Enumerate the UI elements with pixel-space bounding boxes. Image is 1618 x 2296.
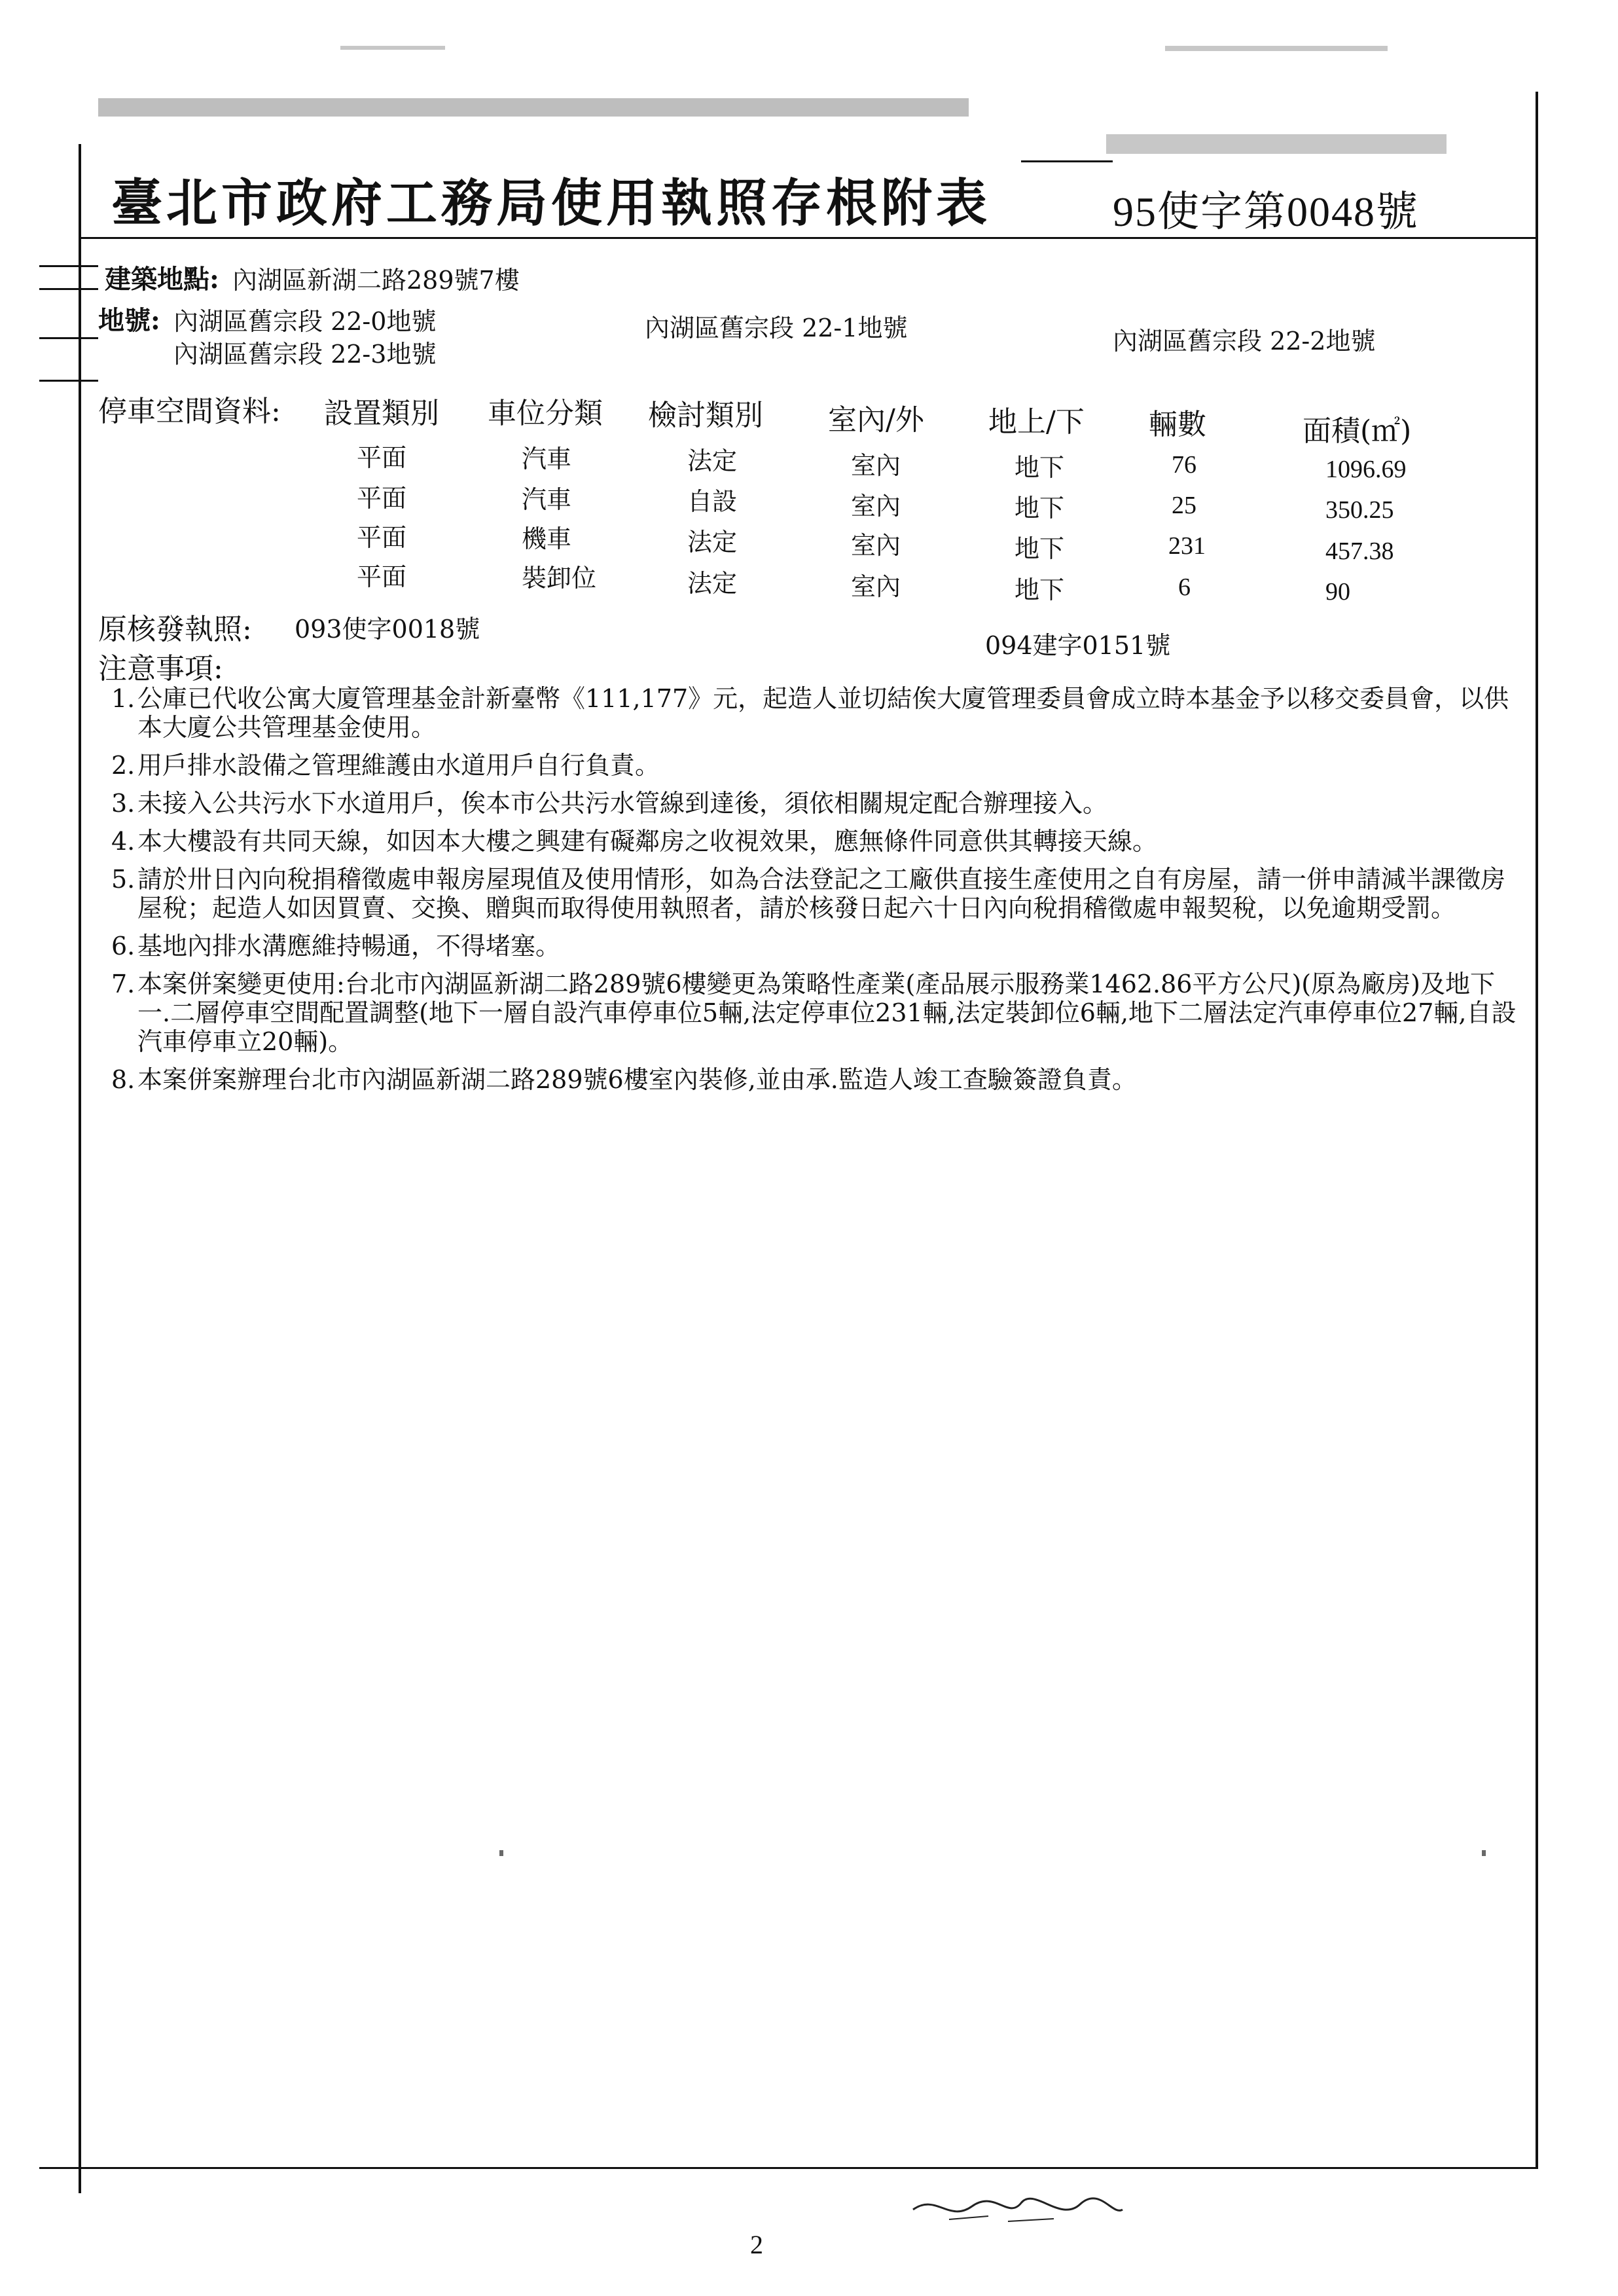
scan-noise-top [98, 98, 969, 117]
parking-row-3-indoor: 室內 [851, 531, 901, 560]
parking-header-indoor: 室內/外 [828, 403, 924, 437]
note-text: 請於卅日內向稅捐稽徵處申報房屋現值及使用情形，如為合法登記之工廠供直接生產使用之自有房屋，請一併申請減半課徵房屋稅；起造人如因買賣、交換、贈與而取得使用執照者，請於核發日起六十日內向稅捐稽徵處申報契稅，以免逾期受罰。 [137, 865, 1506, 922]
note-item-6 [111, 932, 1519, 960]
parking-row-4-level: 地下 [1015, 575, 1065, 604]
parking-header-setup: 設置類別 [324, 397, 439, 430]
note-number: 5. [111, 865, 135, 894]
parking-header-space: 車位分類 [488, 397, 603, 430]
notes-label: 注意事項: [98, 652, 223, 685]
parking-row-2-indoor: 室內 [851, 492, 901, 520]
note-number: 6. [111, 932, 135, 960]
margin-mark-1 [39, 265, 98, 267]
note-item-5 [111, 865, 1519, 922]
parking-row-3-level: 地下 [1015, 534, 1065, 563]
margin-mark-3 [39, 337, 98, 339]
building-permit-value: 094建字0151號 [985, 631, 1171, 660]
note-item-7 [111, 970, 1519, 1056]
parking-row-1-review: 法定 [687, 446, 738, 475]
parking-header-count: 輛數 [1149, 408, 1206, 441]
margin-mark-4 [39, 380, 98, 382]
parking-row-2-area: 350.25 [1325, 496, 1394, 524]
lot-label: 地號: [98, 305, 160, 336]
scan-dot-right [1482, 1850, 1486, 1856]
parking-row-2-count: 25 [1172, 492, 1196, 519]
note-text: 未接入公共污水下水道用戶，俟本市公共污水管線到達後，須依相關規定配合辦理接入。 [137, 789, 1108, 818]
frame-bottom-rule [39, 2167, 1538, 2169]
frame-left-border [79, 144, 81, 2193]
parking-header-area: 面積(㎡) [1303, 414, 1412, 448]
note-text: 基地內排水溝應維持暢通，不得堵塞。 [137, 932, 561, 960]
parking-row-1-level: 地下 [1015, 453, 1065, 482]
parking-row-2-space: 汽車 [522, 485, 572, 514]
scan-noise-mark-right [1165, 46, 1388, 51]
parking-row-3-space: 機車 [522, 524, 572, 553]
parking-row-4-space: 裝卸位 [522, 564, 597, 592]
note-text: 本大樓設有共同天線，如因本大樓之興建有礙鄰房之收視效果，應無條件同意供其轉接天線。 [137, 827, 1158, 856]
parking-header-review: 檢討類別 [648, 399, 763, 432]
parking-row-2-level: 地下 [1015, 494, 1065, 522]
parking-row-4-count: 6 [1178, 574, 1191, 601]
notes-list [111, 684, 1519, 1103]
parking-row-4-area: 90 [1325, 578, 1350, 606]
note-number: 2. [111, 751, 135, 780]
parking-row-1-area: 1096.69 [1325, 456, 1407, 483]
note-item-1 [111, 684, 1519, 742]
scan-noise-top-right [1106, 134, 1447, 154]
parking-row-3-setup: 平面 [357, 523, 407, 552]
parking-row-1-count: 76 [1172, 451, 1196, 479]
note-number: 4. [111, 827, 135, 856]
scan-dot-left [499, 1850, 503, 1856]
note-number: 1. [111, 684, 135, 713]
note-text: 本案併案辦理台北市內湖區新湖二路289號6樓室內裝修,並由承.監造人竣工查驗簽證負責。 [137, 1065, 1137, 1094]
note-text: 公庫已代收公寓大廈管理基金計新臺幣《111,177》元，起造人並切結俟大廈管理委員會成立時本基金予以移交委員會，以供本大廈公共管理基金使用。 [137, 684, 1509, 742]
parking-row-4-indoor: 室內 [851, 572, 901, 601]
address-label: 建築地點: [105, 264, 219, 295]
note-number: 3. [111, 789, 135, 818]
lot-3: 內湖區舊宗段 22-2地號 [1113, 327, 1376, 355]
address-value: 內湖區新湖二路289號7樓 [232, 266, 520, 295]
scan-noise-mark [340, 46, 445, 50]
original-permit-value: 093使字0018號 [295, 615, 480, 644]
parking-row-4-review: 法定 [687, 569, 738, 598]
parking-row-1-space: 汽車 [522, 445, 572, 473]
note-number: 7. [111, 970, 135, 998]
note-number: 8. [111, 1065, 135, 1094]
parking-row-1-setup: 平面 [357, 443, 407, 472]
parking-row-1-indoor: 室內 [851, 451, 901, 480]
margin-mark-2 [39, 288, 98, 290]
parking-row-3-review: 法定 [687, 528, 738, 556]
note-item-4 [111, 827, 1519, 856]
lot-4: 內湖區舊宗段 22-3地號 [173, 340, 437, 369]
document-title: 臺北市政府工務局使用執照存根附表 [111, 173, 992, 233]
parking-row-3-area: 457.38 [1325, 538, 1394, 565]
permit-number: 95使字第0048號 [1113, 189, 1419, 235]
signature-scribble [910, 2190, 1126, 2229]
parking-row-4-setup: 平面 [357, 562, 407, 591]
note-text: 本案併案變更使用:台北市內湖區新湖二路289號6樓變更為策略性產業(產品展示服務業1462.86平方公尺)(原為廠房)及地下一.二層停車空間配置調整(地下一層自設汽車停車位5輛,法定停車位231輛,法定裝卸位6輛,地下二層法定汽車停車位27輛,自設汽車停車立20輛)。 [137, 970, 1517, 1056]
parking-label: 停車空間資料: [98, 395, 281, 428]
frame-top-short-rule [1021, 160, 1113, 162]
parking-row-2-setup: 平面 [357, 484, 407, 513]
parking-row-3-count: 231 [1168, 532, 1206, 560]
page-number: 2 [750, 2230, 763, 2259]
note-item-8 [111, 1065, 1519, 1094]
note-item-3 [111, 789, 1519, 818]
parking-header-level: 地上/下 [988, 405, 1085, 439]
frame-right-border [1536, 92, 1538, 2167]
lot-2: 內湖區舊宗段 22-1地號 [645, 314, 908, 342]
parking-row-2-review: 自設 [687, 487, 738, 516]
lot-1: 內湖區舊宗段 22-0地號 [173, 307, 437, 336]
original-permit-label: 原核發執照: [98, 613, 252, 646]
note-text: 用戶排水設備之管理維護由水道用戶自行負責。 [137, 751, 660, 780]
note-item-2 [111, 751, 1519, 780]
